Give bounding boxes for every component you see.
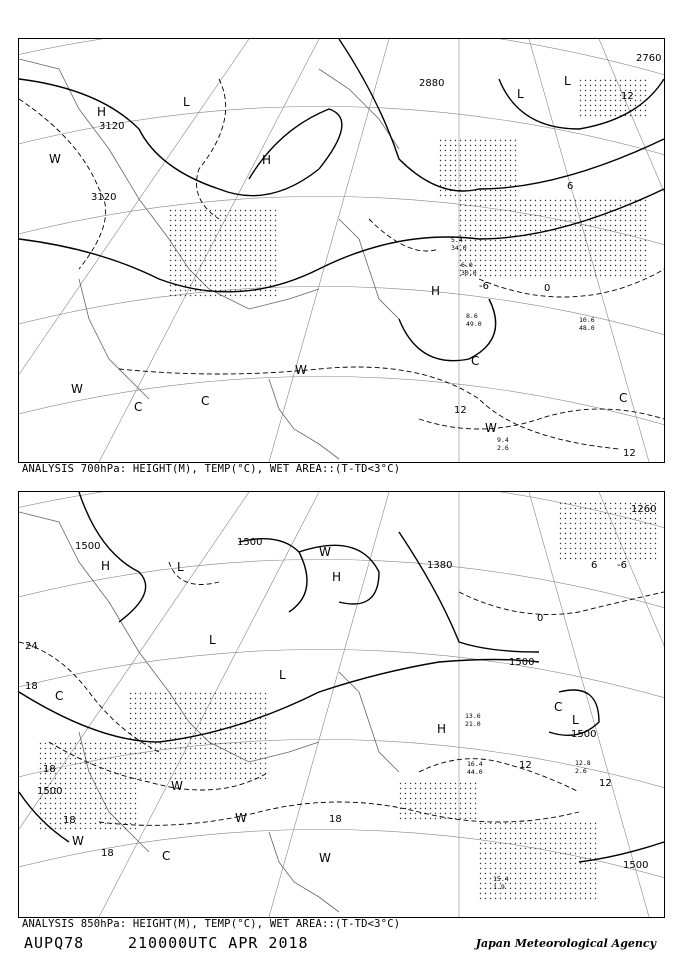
station-value: 2.6 [497,444,509,452]
caption-850hpa: ANALYSIS 850hPa: HEIGHT(M), TEMP(°C), WET AREA::(T-TD<3°C) [22,918,401,930]
center-mark: H [97,105,107,119]
temp-label: -6 [479,281,489,292]
map-850hpa-svg [19,492,664,917]
station-value: 21.0 [465,720,481,728]
center-mark: L [279,668,286,682]
temp-label: 12 [599,778,612,789]
temp-label: -6 [617,560,627,571]
center-mark: H [332,570,342,584]
station-value: 15.4 [493,875,509,883]
height-label: 1500 [37,786,63,797]
station-value: 16.4 [467,760,483,768]
station-value: 49.0 [466,320,482,328]
center-mark: C [201,394,210,408]
station-value: 30.0 [461,269,477,277]
center-mark: L [517,87,524,101]
height-label: 1500 [571,729,597,740]
height-label: 1500 [623,860,649,871]
center-mark: W [72,834,84,848]
station-value: 2.6 [575,767,587,775]
center-mark: W [319,851,331,865]
station-value: 12.8 [575,759,591,767]
station-value: 1.9 [493,883,505,891]
station-value: 5.4 [451,236,463,244]
temp-label: 12 [454,405,467,416]
station-value: 8.6 [466,312,478,320]
center-mark: H [262,153,272,167]
station-value: 44.0 [467,768,483,776]
map-700hpa-svg [19,39,664,462]
temp-label: 0 [537,613,544,624]
center-mark: C [55,689,64,703]
center-mark: W [319,545,331,559]
center-mark: W [235,811,247,825]
valid-time: 210000UTC APR 2018 [128,934,309,952]
center-mark: W [295,363,307,377]
height-label: 1500 [509,657,535,668]
center-mark: L [183,95,190,109]
temp-label: 18 [329,814,342,825]
temp-label: 6 [591,560,598,571]
temp-label: 24 [25,641,38,652]
map-panel-850hpa [18,491,665,918]
center-mark: H [437,722,447,736]
center-mark: W [49,152,61,166]
temp-label: 0 [544,283,551,294]
height-label: 3120 [99,121,125,132]
temp-label: 12 [519,760,532,771]
center-mark: C [471,354,480,368]
height-label: 3120 [91,192,117,203]
center-mark: C [134,400,143,414]
station-value: 48.0 [579,324,595,332]
temp-label: 18 [25,681,38,692]
wet-area [39,502,659,902]
station-value: 34.0 [451,244,467,252]
center-mark: C [619,391,628,405]
center-mark: W [171,779,183,793]
center-mark: W [71,382,83,396]
chart-id: AUPQ78 [24,934,85,952]
height-label: 1380 [427,560,453,571]
caption-700hpa: ANALYSIS 700hPa: HEIGHT(M), TEMP(°C), WET AREA::(T-TD<3°C) [22,463,401,475]
center-mark: C [162,849,171,863]
center-mark: L [177,560,184,574]
map-panel-700hpa [18,38,665,463]
center-mark: H [101,559,111,573]
temp-label: 6 [567,181,574,192]
center-mark: H [431,284,441,298]
center-mark: C [554,700,563,714]
height-label: 2880 [419,78,445,89]
height-label: 1500 [75,541,101,552]
station-value: 6.0 [461,261,473,269]
temp-label: 12 [621,91,634,102]
height-label: 2760 [636,53,662,64]
station-value: 10.6 [579,316,595,324]
station-value: 9.4 [497,436,509,444]
center-mark: L [572,713,579,727]
center-mark: W [485,421,497,435]
temp-label: 18 [101,848,114,859]
station-value: 13.6 [465,712,481,720]
center-mark: L [209,633,216,647]
temp-label: 12 [623,448,636,459]
center-mark: L [564,74,571,88]
agency-name: Japan Meteorological Agency [475,937,656,950]
height-label: 1260 [631,504,657,515]
temp-label: 18 [43,764,56,775]
height-label: 1500 [237,537,263,548]
temp-label: 18 [63,815,76,826]
